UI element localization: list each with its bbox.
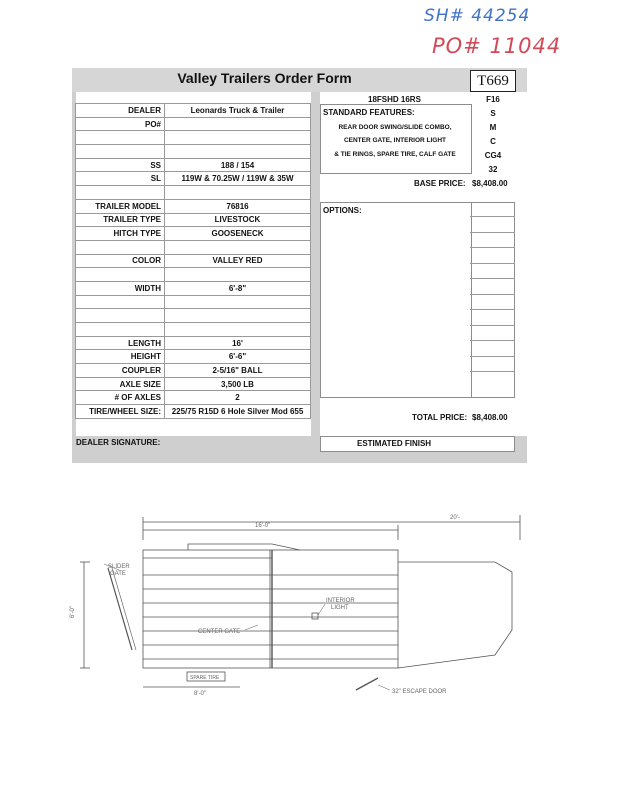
spec-label: SL <box>76 172 165 186</box>
slider-gate <box>108 568 132 650</box>
spec-value <box>165 117 311 131</box>
spec-value: GOOSENECK <box>165 227 311 241</box>
spec-value: 2-5/16" BALL <box>165 364 311 378</box>
middle-column-shade <box>311 92 320 436</box>
overall-length-text: 20'- <box>450 515 460 521</box>
base-price-label: BASE PRICE: <box>414 179 466 188</box>
spec-value: 225/75 R15D 6 Hole Silver Mod 655 <box>165 405 311 419</box>
code-c: C <box>490 137 496 146</box>
option-price-rule <box>470 309 515 310</box>
option-price-rule <box>470 294 515 295</box>
spec-row <box>76 295 311 309</box>
spec-label: SS <box>76 158 165 172</box>
spec-label: DEALER <box>76 104 165 118</box>
base-price-value: $8,408.00 <box>472 179 508 188</box>
spec-value: 188 / 154 <box>165 158 311 172</box>
spec-row <box>76 377 311 391</box>
code-32: 32 <box>488 165 498 174</box>
spec-row <box>76 281 311 295</box>
spec-value <box>165 186 311 200</box>
spec-row <box>76 336 311 350</box>
spec-value: 6'-8" <box>165 281 311 295</box>
options-box <box>320 202 472 398</box>
spec-row <box>76 117 311 131</box>
model-line: 18FSHD 16RS <box>368 95 421 104</box>
estimated-finish-label: ESTIMATED FINISH <box>357 439 432 448</box>
standard-features-line-3: & TIE RINGS, SPARE TIRE, CALF GATE <box>334 151 456 158</box>
spare-length-text: 8'-0" <box>194 691 206 697</box>
spare-tire-text: SPARE TIRE <box>190 675 220 681</box>
gooseneck-front <box>398 562 512 668</box>
interior-light-text: INTERIOR LIGHT <box>326 598 355 611</box>
spec-value: 2 <box>165 391 311 405</box>
code-cg4: CG4 <box>484 151 502 160</box>
options-label: OPTIONS: <box>323 206 362 215</box>
code-s: S <box>490 109 496 118</box>
spec-label: HEIGHT <box>76 350 165 364</box>
spec-row <box>76 227 311 241</box>
handwritten-po-number: PO# 11044 <box>432 34 562 58</box>
code-f16: F16 <box>486 95 500 104</box>
center-gate-text: CENTER GATE <box>198 629 241 635</box>
spec-row <box>76 405 311 419</box>
spec-label: # OF AXLES <box>76 391 165 405</box>
standard-features-label: STANDARD FEATURES: <box>323 108 415 117</box>
spec-value: LIVESTOCK <box>165 213 311 227</box>
interior-light-marker <box>312 613 318 619</box>
spec-row <box>76 131 311 145</box>
spec-value <box>165 309 311 323</box>
option-price-rule <box>470 325 515 326</box>
spec-value <box>165 295 311 309</box>
spec-value: VALLEY RED <box>165 254 311 268</box>
spec-label <box>76 145 165 159</box>
spec-row <box>76 213 311 227</box>
spec-row <box>76 186 311 200</box>
spec-row <box>76 172 311 186</box>
spec-label <box>76 323 165 337</box>
spec-value <box>165 268 311 282</box>
spec-row <box>76 323 311 337</box>
spec-label <box>76 295 165 309</box>
box-length-text: 16'-0" <box>255 523 271 529</box>
t-number-box: T669 <box>470 70 516 92</box>
spec-row <box>76 391 311 405</box>
estimated-finish-value-box <box>470 436 515 452</box>
spec-label: WIDTH <box>76 281 165 295</box>
spec-row <box>76 364 311 378</box>
total-price-value: $8,408.00 <box>472 413 508 422</box>
option-price-rule <box>470 263 515 264</box>
width-text: 6'-0" <box>70 606 76 618</box>
spec-value: 3,500 LB <box>165 377 311 391</box>
spec-row <box>76 309 311 323</box>
spec-row <box>76 158 311 172</box>
option-price-rule <box>470 216 515 217</box>
option-price-rule <box>470 232 515 233</box>
spec-label: PO# <box>76 117 165 131</box>
standard-features-line-2: CENTER GATE, INTERIOR LIGHT <box>343 137 447 144</box>
spec-value <box>165 240 311 254</box>
spec-value <box>165 131 311 145</box>
spec-row <box>76 145 311 159</box>
option-price-rule <box>470 371 515 372</box>
trailer-body <box>143 550 398 668</box>
spec-value: 76816 <box>165 199 311 213</box>
escape-door-marker <box>356 678 378 690</box>
spec-label: LENGTH <box>76 336 165 350</box>
spec-label <box>76 268 165 282</box>
spec-value: 6'-6" <box>165 350 311 364</box>
spec-label: COUPLER <box>76 364 165 378</box>
form-title: Valley Trailers Order Form <box>177 70 352 86</box>
spec-label: TRAILER MODEL <box>76 199 165 213</box>
spec-value <box>165 145 311 159</box>
spec-row <box>76 254 311 268</box>
spec-label <box>76 186 165 200</box>
spec-value: 16' <box>165 336 311 350</box>
spec-label: HITCH TYPE <box>76 227 165 241</box>
spec-row <box>76 240 311 254</box>
spec-value: Leonards Truck & Trailer <box>165 104 311 118</box>
spec-value <box>165 323 311 337</box>
code-m: M <box>489 123 497 132</box>
option-price-rule <box>470 278 515 279</box>
escape-door-text: 32" ESCAPE DOOR <box>392 689 447 695</box>
spec-row <box>76 104 311 118</box>
spec-label: TRAILER TYPE <box>76 213 165 227</box>
slider-gate-text: SLIDER GATE <box>108 564 130 577</box>
option-price-rule <box>470 247 515 248</box>
spec-label <box>76 131 165 145</box>
handwritten-stock-number: SH# 44254 <box>424 6 531 26</box>
trailer-drawing <box>0 500 618 740</box>
spec-label <box>76 240 165 254</box>
spec-row <box>76 268 311 282</box>
total-price-label: TOTAL PRICE: <box>412 413 468 422</box>
spec-label <box>76 309 165 323</box>
option-price-rule <box>470 356 515 357</box>
option-price-rule <box>470 340 515 341</box>
spec-row <box>76 199 311 213</box>
spec-value: 119W & 70.25W / 119W & 35W <box>165 172 311 186</box>
specs-table <box>75 103 311 419</box>
nose-panel <box>188 544 300 550</box>
standard-features-line-1: REAR DOOR SWING/SLIDE COMBO, <box>338 124 452 131</box>
spec-label: TIRE/WHEEL SIZE: <box>76 405 165 419</box>
spec-label: COLOR <box>76 254 165 268</box>
spec-label: AXLE SIZE <box>76 377 165 391</box>
dealer-signature-label: DEALER SIGNATURE: <box>76 438 161 447</box>
spec-row <box>76 350 311 364</box>
